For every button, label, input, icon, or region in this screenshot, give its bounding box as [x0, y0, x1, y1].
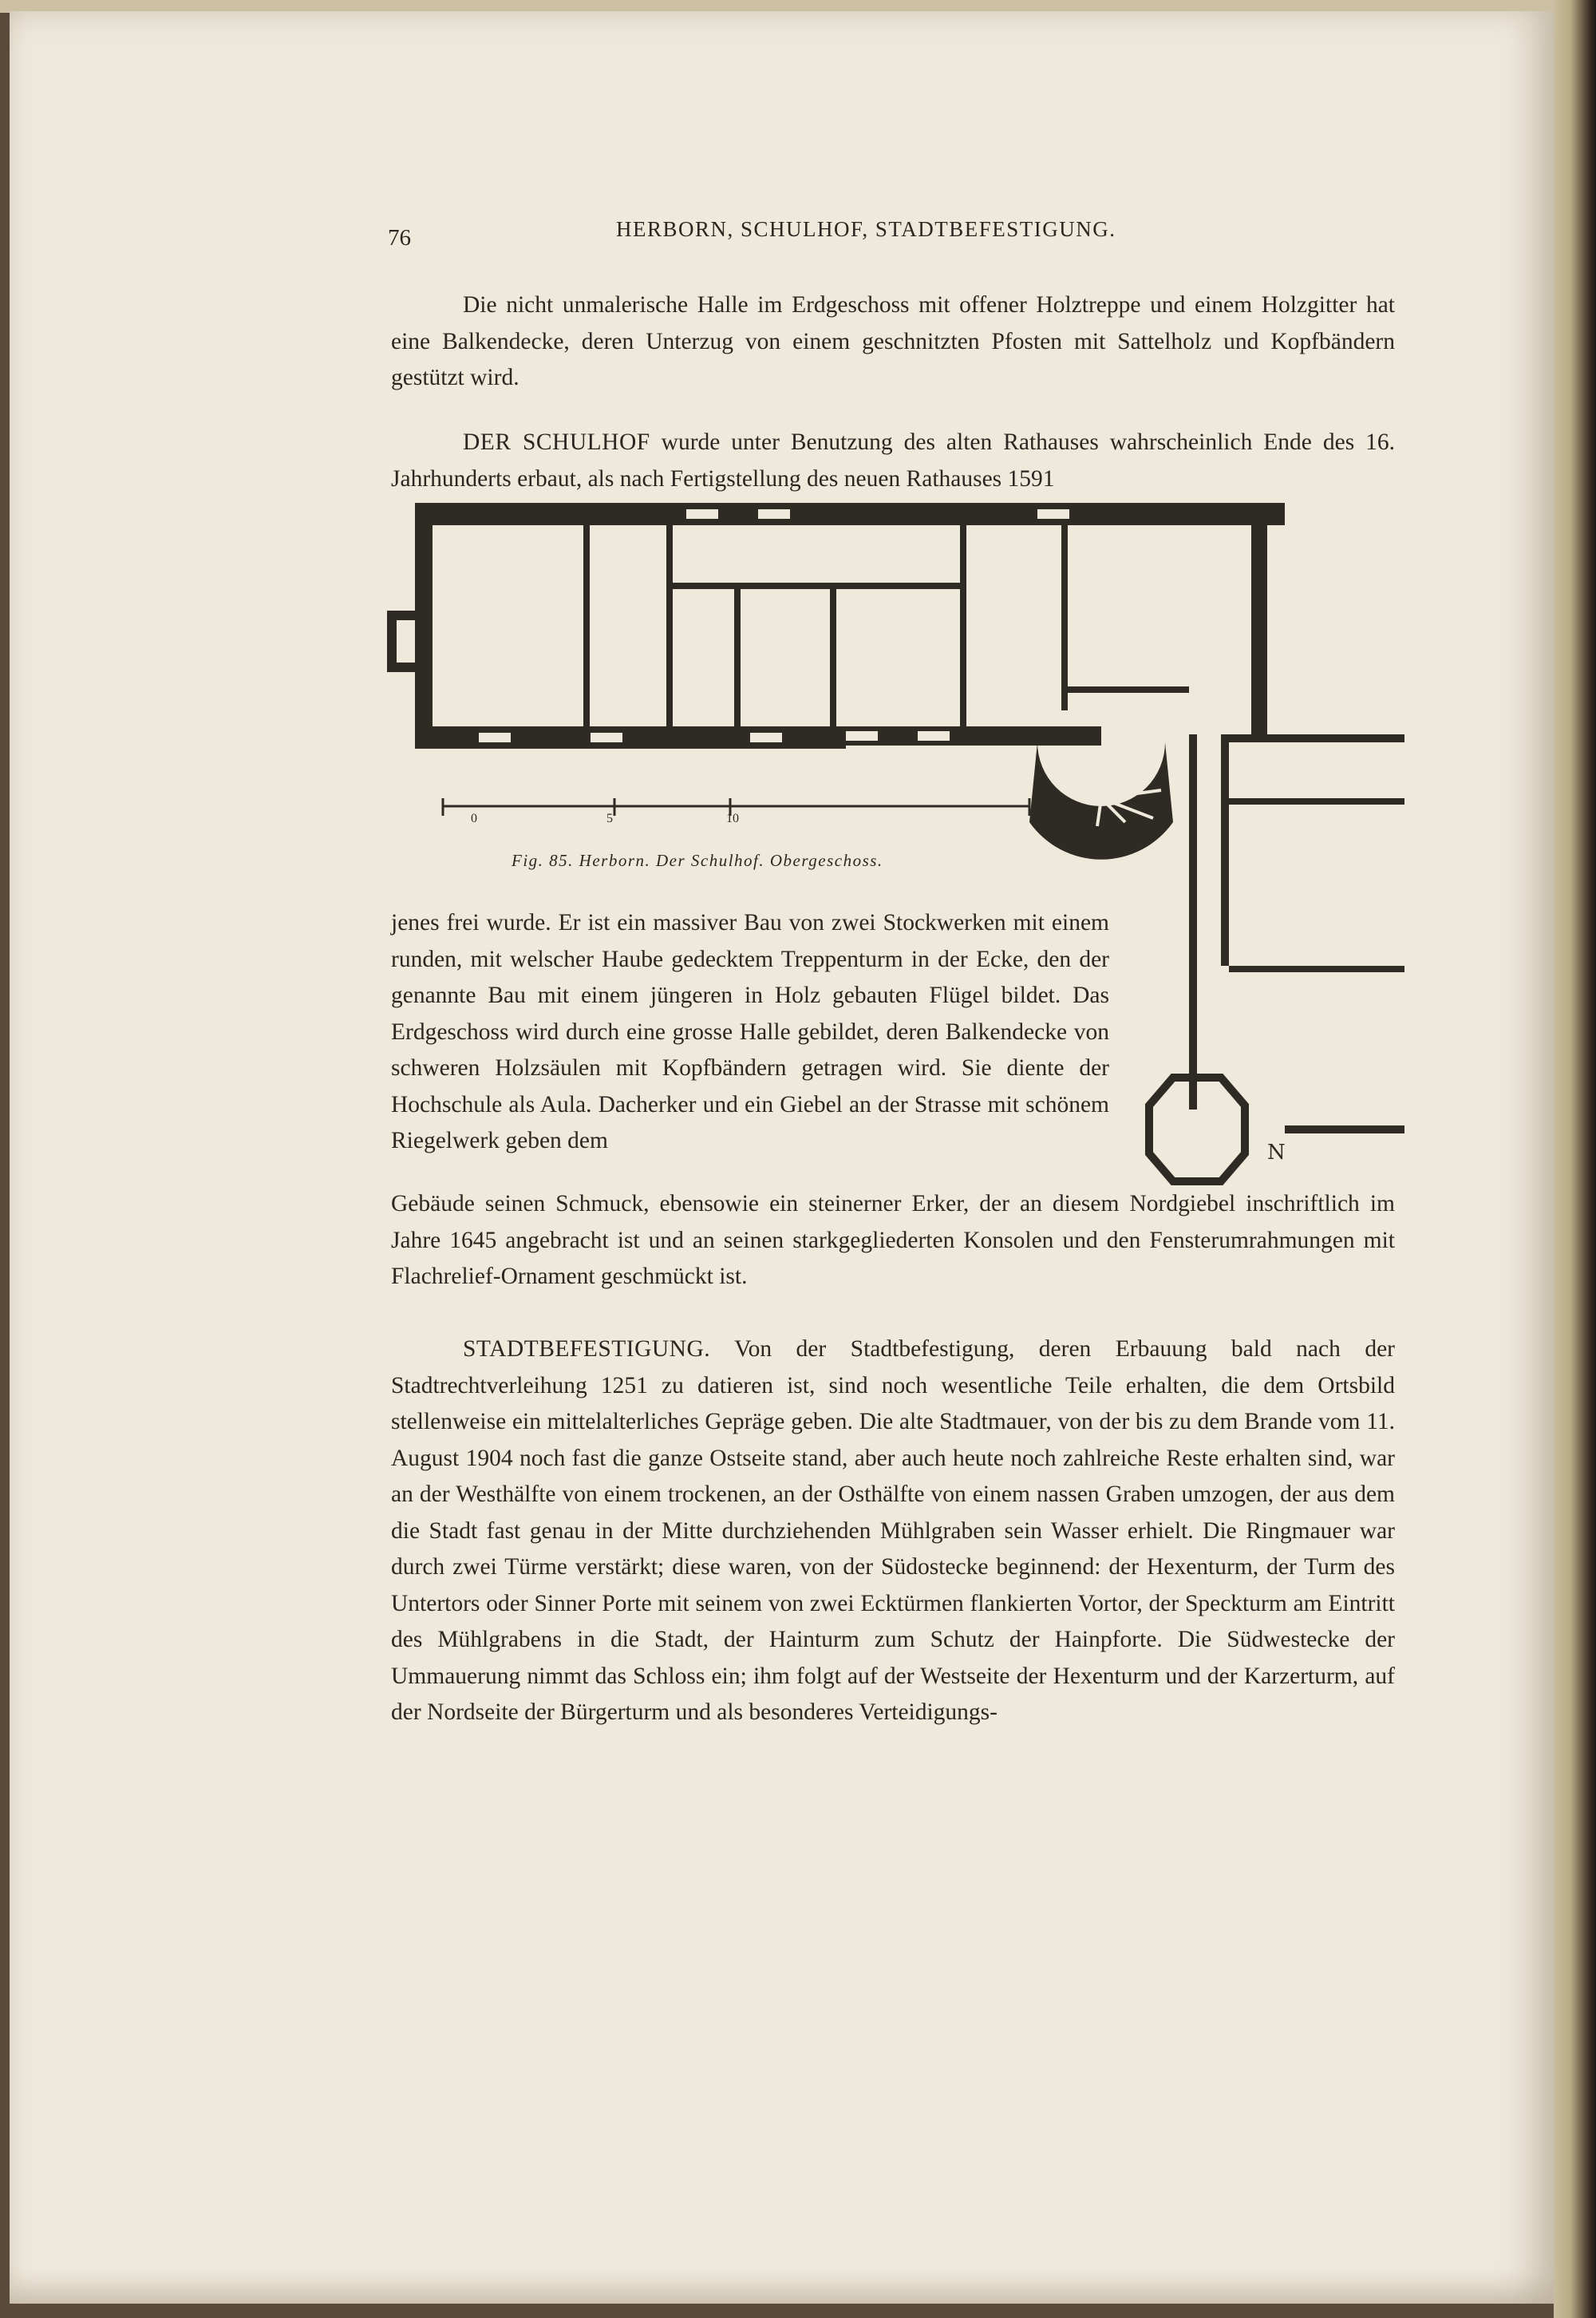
plan-wall-west: [415, 503, 433, 749]
paragraph-schulhof: [391, 425, 1395, 497]
plan-inner-wall: [583, 525, 590, 726]
plan-inner-wall: [666, 525, 673, 726]
plan-wing-wall: [1221, 734, 1229, 966]
paragraph-text: Gebäude seinen Schmuck, ebensowie ein steinerner Erker, der an diesem Nordgiebel inschriftlich im Jahre 1645 angebracht ist und an seinen starkgegliederten Konsolen und den Fensterumrahmungen mit Flachrelief-Ornament geschmückt ist.: [391, 1191, 1395, 1289]
plan-inner-wall: [734, 583, 741, 726]
paragraph-text: Von der Stadtbefestigung, deren Erbauung bald nach der Stadtrechtverleihung 1251 zu datieren ist, sind noch wesentliche Teile erhalten, die dem Ortsbild stellenweise ein mittelalterliches Gepräge geben. Die alte Stadtmauer, von der bis zu dem Brande vom 11. August 1904 noch fast die ganze Ostseite stand, aber auch heute noch zahlreiche Reste erhalten sind, war an der Westhälfte von einem trockenen, an der Osthälfte von einem nassen Graben umzogen, der aus dem die Stadt fast genau in der Mitte durchziehenden Mühlgraben sein Wasser erhielt. Die Ringmauer war durch zwei Türme verstärkt; diese waren, von der Südostecke beginnend: der Hexenturm, der Turm des Untertors oder Sinner Porte mit seinem von zwei Ecktürmen flankierten Vortor, der Speckturm am Eintritt des Mühlgrabens in die Stadt, der Hainturm zum Schutz der Hainpforte. Die Südwestecke der Ummauerung nimmt das Schloss ein; ihm folgt auf der Westseite der Hexenturm und der Karzerturm, auf der Nordseite der Bürgerturm und als besonderes Verteidigungs-: [391, 1336, 1395, 1725]
book-spine-edge: [1554, 0, 1596, 2318]
page-number: 76: [388, 225, 411, 251]
floor-plan-figure: [383, 503, 1404, 1197]
plan-inner-wall: [1061, 686, 1189, 693]
plan-wing-wall: [1221, 734, 1404, 742]
plan-inner-wall: [830, 583, 836, 726]
plan-wing-wall: [1189, 734, 1197, 1110]
paragraph-halle: [391, 287, 1395, 397]
plan-wall-south-east: [846, 726, 1101, 746]
plan-wall-east: [1251, 503, 1267, 742]
scale-label: 5: [606, 812, 613, 825]
scale-label: 10: [726, 812, 739, 825]
section-heading: DER SCHULHOF: [463, 429, 650, 455]
plan-inner-wall: [960, 525, 966, 726]
paragraph-stadtbefestigung: [391, 1331, 1395, 1731]
paragraph-schulhof-end: [391, 1186, 1395, 1295]
plan-inner-wall: [1061, 525, 1068, 710]
plan-wing-wall: [1229, 798, 1404, 805]
figure-caption: Fig. 85. Herborn. Der Schulhof. Obergeschoss.: [512, 851, 883, 870]
paragraph-text: wurde unter Benutzung des alten Rathauses wahrscheinlich Ende des 16. Jahrhunderts erbaut, als nach Fertigstellung des neuen Rathauses 1591: [391, 429, 1395, 492]
scale-label: 20m: [1029, 812, 1053, 825]
plan-wing-wall: [1229, 966, 1404, 972]
section-heading: STADTBEFESTIGUNG.: [463, 1336, 711, 1362]
plan-inner-wall: [673, 583, 960, 589]
scale-label: 0: [471, 812, 477, 825]
paragraph-text: Die nicht unmalerische Halle im Erdgeschoss mit offener Holztreppe und einem Holzgitter hat eine Balkendecke, deren Unterzug von einem geschnitzten Pfosten mit Sattelholz und Kopfbändern gestützt wird.: [391, 292, 1395, 390]
north-mark: N: [1267, 1141, 1286, 1165]
running-title: HERBORN, SCHULHOF, STADTBEFESTIGUNG.: [616, 217, 1116, 241]
paragraph-text: jenes frei wurde. Er ist ein massiver Bau von zwei Stockwerken mit einem runden, mit welscher Haube gedecktem Treppenturm in der Ecke, den der genannte Bau mit einem jüngeren in Holz gebauten Flügel bildet. Das Erdgeschoss wird durch eine grosse Halle gebildet, deren Balkendecke von schweren Holzsäulen mit Kopfbändern getragen wird. Sie diente der Hochschule als Aula. Dacherker und ein Giebel an der Strasse mit schönem Riegelwerk geben dem: [391, 910, 1109, 1153]
plan-wing-wall: [1285, 1125, 1404, 1133]
plan-wall-north: [415, 503, 1285, 525]
plan-bay-side: [387, 611, 397, 672]
